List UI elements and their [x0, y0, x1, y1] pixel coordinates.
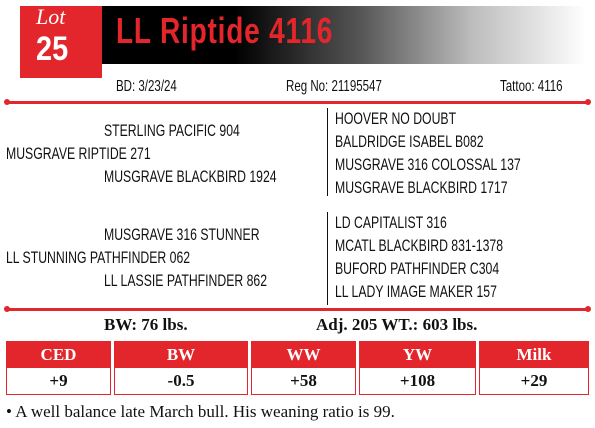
epd-header-milk: Milk: [479, 341, 589, 368]
sire-name: MUSGRAVE RIPTIDE 271: [6, 144, 151, 163]
dam-name: LL STUNNING PATHFINDER 062: [6, 248, 191, 267]
tattoo: Tattoo: 4116: [500, 78, 563, 95]
epd-header-ww: WW: [251, 341, 356, 368]
epd-value-yw: +108: [359, 368, 476, 395]
animal-name: LL Riptide 4116: [116, 10, 334, 51]
epd-header-bw: BW: [114, 341, 248, 368]
remarks: • A well balance late March bull. His weaning ratio is 99.: [6, 402, 395, 421]
lot-label: Lot: [36, 4, 66, 29]
pedigree-bracket-dam: [327, 212, 328, 305]
divider-dot-right: [585, 99, 591, 105]
birth-date: BD: 3/23/24: [116, 78, 177, 95]
ancestor: HOOVER NO DOUBT: [335, 109, 457, 128]
divider-dot-left: [4, 99, 10, 105]
ancestor: MCATL BLACKBIRD 831-1378: [335, 236, 504, 255]
pedigree-bracket-sire: [327, 108, 328, 196]
registration-number: Reg No: 21195547: [286, 78, 382, 95]
epd-header-ced: CED: [6, 341, 111, 368]
dam-sire: MUSGRAVE 316 STUNNER: [104, 225, 260, 244]
ancestor: BUFORD PATHFINDER C304: [335, 259, 500, 278]
divider-top: [6, 101, 586, 104]
epd-value-ww: +58: [251, 368, 356, 395]
ancestor: MUSGRAVE BLACKBIRD 1717: [335, 178, 508, 197]
divider-dot-right: [585, 306, 591, 312]
birth-weight: BW: 76 lbs.: [104, 315, 188, 334]
epd-header-yw: YW: [359, 341, 476, 368]
sire-dam: MUSGRAVE BLACKBIRD 1924: [104, 167, 277, 186]
divider-dot-left: [4, 306, 10, 312]
adjusted-205-weight: Adj. 205 WT.: 603 lbs.: [316, 315, 478, 334]
divider-bottom: [6, 308, 586, 311]
epd-value-bw: -0.5: [114, 368, 248, 395]
epd-value-ced: +9: [6, 368, 111, 395]
ancestor: MUSGRAVE 316 COLOSSAL 137: [335, 155, 521, 174]
ancestor: BALDRIDGE ISABEL B082: [335, 132, 484, 151]
epd-value-milk: +29: [479, 368, 589, 395]
ancestor: LL LADY IMAGE MAKER 157: [335, 282, 497, 301]
dam-dam: LL LASSIE PATHFINDER 862: [104, 271, 268, 290]
ancestor: LD CAPITALIST 316: [335, 213, 447, 232]
sire-sire: STERLING PACIFIC 904: [104, 121, 240, 140]
lot-number: 25: [36, 30, 69, 68]
